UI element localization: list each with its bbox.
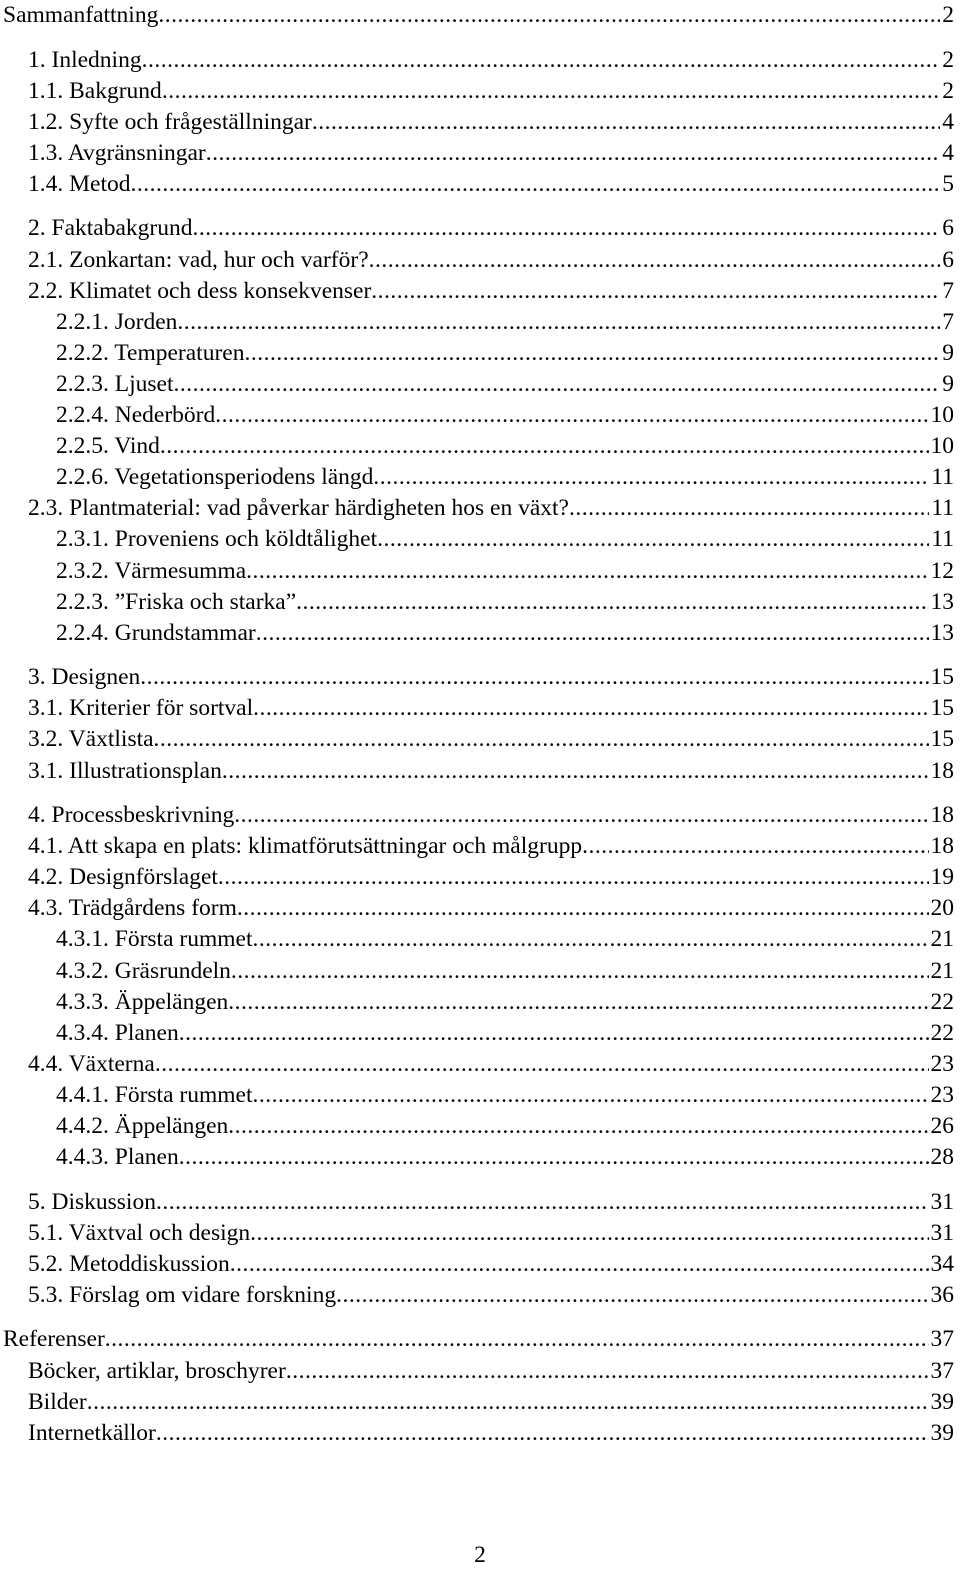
toc-entry-page: 10 xyxy=(930,402,954,428)
toc-dot-leader xyxy=(296,587,928,617)
toc-entry-page: 13 xyxy=(930,588,954,615)
toc-entry-page: 6 xyxy=(942,215,954,242)
toc-entry[interactable] xyxy=(0,1218,954,1248)
toc-dot-leader xyxy=(155,1049,929,1079)
toc-entry[interactable] xyxy=(0,431,954,461)
toc-entry-page: 7 xyxy=(942,277,954,304)
toc-entry-page: 21 xyxy=(930,957,954,984)
toc-entry[interactable] xyxy=(0,213,954,243)
toc-entry-title: 4.4.3. Planen xyxy=(56,1144,179,1171)
toc-entry-page: 9 xyxy=(942,370,954,397)
toc-entry-title: 3.1. Illustrationsplan xyxy=(28,757,222,784)
toc-entry-title: 2.3.2. Värmesumma xyxy=(56,557,247,584)
toc-dot-leader xyxy=(158,0,940,30)
toc-dot-leader xyxy=(250,1218,928,1248)
toc-entry-page: 21 xyxy=(930,926,954,953)
toc-entry-page: 39 xyxy=(930,1419,954,1446)
toc-entry[interactable] xyxy=(0,462,954,492)
toc-dot-leader xyxy=(371,276,940,306)
toc-entry-title: 3.2. Växtlista xyxy=(28,726,154,753)
toc-entry-title: 5.1. Växtval och design xyxy=(28,1219,251,1246)
toc-entry-page: 18 xyxy=(930,757,954,784)
toc-entry[interactable] xyxy=(0,956,954,986)
toc-dot-leader xyxy=(228,1111,928,1141)
toc-entry[interactable] xyxy=(0,45,954,75)
toc-entry-title: 4.4.1. Första rummet xyxy=(56,1081,253,1108)
toc-entry[interactable] xyxy=(0,1249,954,1279)
toc-entry-title: 3.1. Kriterier för sortval xyxy=(28,695,254,722)
toc-dot-leader xyxy=(192,213,940,243)
toc-entry-page: 15 xyxy=(930,664,954,691)
toc-entry[interactable] xyxy=(0,693,954,723)
toc-entry-title: 4.3.4. Planen xyxy=(56,1019,179,1046)
toc-entry[interactable] xyxy=(0,400,954,430)
toc-entry-title: Böcker, artiklar, broschyrer xyxy=(28,1357,286,1384)
toc-entry[interactable] xyxy=(0,276,954,306)
toc-dot-leader xyxy=(246,556,928,586)
toc-entry[interactable] xyxy=(0,724,954,754)
toc-entry-title: 1.4. Metod xyxy=(28,170,131,197)
toc-entry-title: 2.2.1. Jorden xyxy=(56,308,178,335)
toc-entry[interactable] xyxy=(0,1418,954,1448)
toc-dot-leader xyxy=(231,956,929,986)
toc-entry-page: 18 xyxy=(930,802,954,828)
toc-entry[interactable] xyxy=(0,1187,954,1217)
toc-entry-title: 4.3.3. Äppelängen xyxy=(56,988,229,1015)
toc-entry-page: 23 xyxy=(930,1081,954,1108)
toc-entry[interactable] xyxy=(0,924,954,954)
toc-entry-page: 2 xyxy=(942,77,954,104)
toc-entry[interactable] xyxy=(0,1142,954,1172)
toc-entry-page: 11 xyxy=(931,495,954,522)
toc-entry-title: 4.1. Att skapa en plats: klimatförutsättningar och målgrupp xyxy=(28,833,583,860)
toc-dot-leader xyxy=(230,1249,929,1279)
toc-dot-leader xyxy=(105,1324,929,1354)
toc-entry-page: 11 xyxy=(931,526,954,553)
toc-entry-title: 4.4.2. Äppelängen xyxy=(56,1113,229,1139)
toc-dot-leader xyxy=(237,893,929,923)
toc-entry-page: 23 xyxy=(930,1050,954,1077)
toc-dot-leader xyxy=(234,800,928,830)
toc-dot-leader xyxy=(253,693,928,723)
toc-entry-page: 4 xyxy=(942,139,954,166)
toc-dot-leader xyxy=(160,431,929,461)
toc-entry[interactable] xyxy=(0,76,954,106)
toc-entry[interactable] xyxy=(0,1387,954,1417)
toc-entry-title: 1.2. Syfte och frågeställningar xyxy=(28,108,312,135)
toc-dot-leader xyxy=(179,1018,929,1048)
toc-dot-leader xyxy=(215,400,928,430)
toc-entry-page: 22 xyxy=(930,988,954,1015)
toc-entry-title: 4.3.1. Första rummet xyxy=(56,926,253,953)
toc-entry[interactable] xyxy=(0,1280,954,1310)
toc-dot-leader xyxy=(256,618,929,648)
toc-entry-page: 12 xyxy=(930,557,954,584)
toc-dot-leader xyxy=(377,524,929,554)
toc-entry-page: 15 xyxy=(930,695,954,722)
toc-dot-leader xyxy=(156,1187,929,1217)
toc-entry[interactable] xyxy=(0,1018,954,1048)
toc-entry-title: 1.3. Avgränsningar xyxy=(28,139,206,166)
toc-entry-title: 2.2.4. Grundstammar xyxy=(56,619,256,646)
toc-dot-leader xyxy=(140,662,928,692)
toc-entry-page: 9 xyxy=(942,339,954,366)
toc-entry-page: 15 xyxy=(930,726,954,753)
toc-dot-leader xyxy=(174,369,941,399)
toc-entry[interactable] xyxy=(0,987,954,1017)
toc-entry-page: 2 xyxy=(942,2,954,28)
toc-entry[interactable] xyxy=(0,169,954,199)
toc-entry-title: 2.2.5. Vind xyxy=(56,433,160,460)
toc-entry-title: 4.3.2. Gräsrundeln xyxy=(56,957,231,984)
toc-dot-leader xyxy=(130,169,940,199)
toc-entry-title: Internetkällor xyxy=(28,1419,156,1446)
toc-dot-leader xyxy=(206,138,941,168)
toc-entry-page: 7 xyxy=(942,308,954,335)
toc-dot-leader xyxy=(369,245,941,275)
toc-entry[interactable] xyxy=(0,1324,954,1354)
toc-entry-page: 31 xyxy=(930,1188,954,1215)
toc-dot-leader xyxy=(252,1080,928,1110)
toc-entry-page: 13 xyxy=(930,619,954,646)
toc-dot-leader xyxy=(179,1142,929,1172)
toc-entry-title: Sammanfattning xyxy=(3,2,159,28)
toc-entry[interactable] xyxy=(0,662,954,692)
toc-entry-page: 37 xyxy=(930,1326,954,1353)
toc-entry[interactable] xyxy=(0,862,954,892)
toc-dot-leader xyxy=(244,338,940,368)
toc-entry-title: 4.2. Designförslaget xyxy=(28,864,218,891)
toc-dot-leader xyxy=(228,987,928,1017)
toc-entry[interactable] xyxy=(0,893,954,923)
toc-dot-leader xyxy=(142,45,941,75)
toc-entry-title: Referenser xyxy=(3,1326,105,1353)
toc-entry-title: 1. Inledning xyxy=(28,46,142,73)
toc-entry[interactable] xyxy=(0,587,954,617)
page-number: 2 xyxy=(474,1542,486,1568)
toc-entry-page: 2 xyxy=(942,46,954,73)
toc-entry[interactable] xyxy=(0,800,954,830)
toc-entry-title: 1.1. Bakgrund xyxy=(28,77,162,104)
toc-entry-page: 20 xyxy=(930,895,954,922)
toc-dot-leader xyxy=(286,1356,929,1386)
toc-entry-title: 4. Processbeskrivning xyxy=(28,802,235,828)
toc-dot-leader xyxy=(373,462,929,492)
toc-entry[interactable] xyxy=(0,1049,954,1079)
toc-entry[interactable] xyxy=(0,307,954,337)
toc-dot-leader xyxy=(87,1387,929,1417)
toc-entry[interactable] xyxy=(0,0,954,30)
toc-dot-leader xyxy=(222,756,929,786)
toc-dot-leader xyxy=(177,307,940,337)
toc-dot-leader xyxy=(218,862,929,892)
toc-entry-title: 2.3. Plantmaterial: vad påverkar härdigheten hos en växt? xyxy=(28,495,569,522)
toc-entry[interactable] xyxy=(0,107,954,137)
toc-entry-title: 2. Faktabakgrund xyxy=(28,215,193,242)
toc-entry[interactable] xyxy=(0,245,954,275)
toc-entry-page: 18 xyxy=(930,833,954,860)
toc-entry-page: 26 xyxy=(930,1113,954,1139)
toc-entry[interactable] xyxy=(0,618,954,648)
toc-entry-page: 28 xyxy=(930,1144,954,1171)
toc-entry-title: 2.1. Zonkartan: vad, hur och varför? xyxy=(28,246,369,273)
toc-entry-page: 4 xyxy=(942,108,954,135)
toc-entry-page: 5 xyxy=(942,170,954,197)
toc-dot-leader xyxy=(569,493,929,523)
toc-entry[interactable] xyxy=(0,138,954,168)
toc-dot-leader xyxy=(582,831,928,861)
toc-entry-title: 2.2.3. Ljuset xyxy=(56,370,174,397)
toc-entry-title: Bilder xyxy=(28,1388,87,1415)
toc-entry-title: 5.2. Metoddiskussion xyxy=(28,1250,230,1277)
toc-entry[interactable] xyxy=(0,556,954,586)
toc-entry-page: 36 xyxy=(930,1281,954,1308)
toc-entry-page: 19 xyxy=(930,864,954,891)
toc-entry[interactable] xyxy=(0,756,954,786)
toc-dot-leader xyxy=(154,724,929,754)
toc-dot-leader xyxy=(162,76,940,106)
toc-entry[interactable] xyxy=(0,1356,954,1386)
toc-entry-page: 11 xyxy=(931,464,954,491)
toc-dot-leader xyxy=(252,924,928,954)
toc-entry-page: 39 xyxy=(930,1388,954,1415)
toc-entry-page: 10 xyxy=(930,433,954,460)
toc-entry[interactable] xyxy=(0,1111,954,1141)
toc-entry[interactable] xyxy=(0,831,954,861)
toc-entry[interactable] xyxy=(0,493,954,523)
toc-dot-leader xyxy=(336,1280,928,1310)
toc-entry-title: 2.2.3. ”Friska och starka” xyxy=(56,588,297,615)
toc-entry-title: 2.2.2. Temperaturen xyxy=(56,339,245,366)
toc-entry-page: 22 xyxy=(930,1019,954,1046)
toc-entry[interactable] xyxy=(0,338,954,368)
toc-entry-page: 34 xyxy=(930,1250,954,1277)
toc-entry[interactable] xyxy=(0,1080,954,1110)
toc-entry-page: 37 xyxy=(930,1357,954,1384)
toc-entry-title: 4.3. Trädgårdens form xyxy=(28,895,237,922)
toc-dot-leader xyxy=(312,107,940,137)
toc-entry-page: 31 xyxy=(930,1219,954,1246)
toc-entry-page: 6 xyxy=(942,246,954,273)
toc-entry-title: 2.2.4. Nederbörd xyxy=(56,402,216,428)
toc-entry-title: 3. Designen xyxy=(28,664,141,691)
toc-entry[interactable] xyxy=(0,524,954,554)
toc-entry-title: 2.2.6. Vegetationsperiodens längd xyxy=(56,464,374,491)
toc-entry-title: 2.3.1. Proveniens och köldtålighet xyxy=(56,526,378,553)
toc-entry-title: 2.2. Klimatet och dess konsekvenser xyxy=(28,277,372,304)
toc-entry-title: 5. Diskussion xyxy=(28,1188,156,1215)
toc-dot-leader xyxy=(156,1418,929,1448)
toc-entry-title: 4.4. Växterna xyxy=(28,1050,155,1077)
toc-entry-title: 5.3. Förslag om vidare forskning xyxy=(28,1281,337,1308)
toc-entry[interactable] xyxy=(0,369,954,399)
